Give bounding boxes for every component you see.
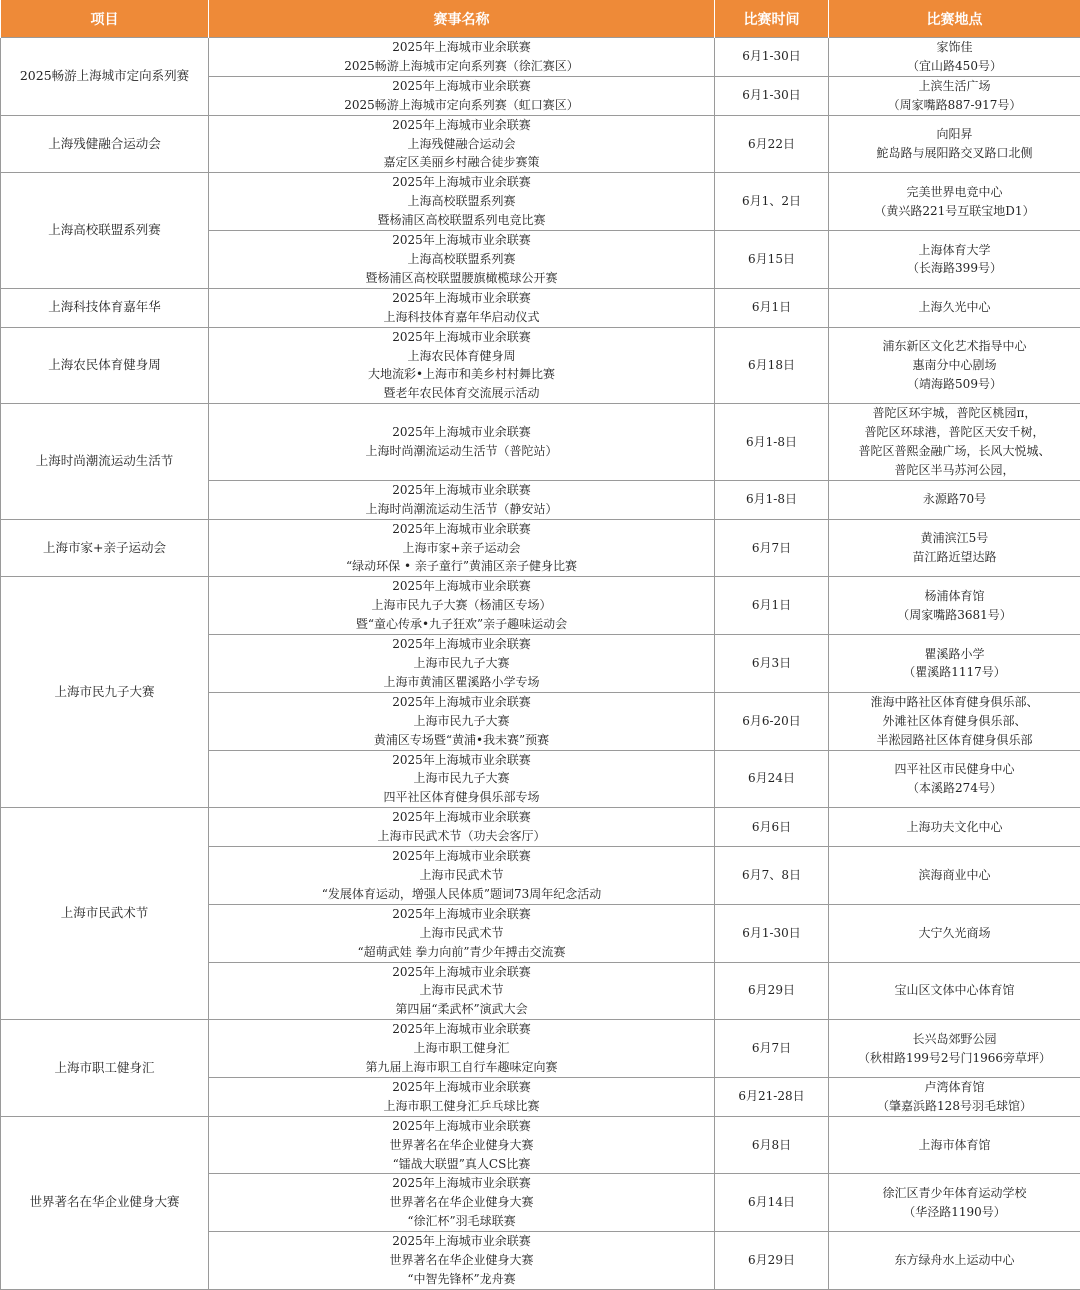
time-cell: 6月7日 xyxy=(715,519,829,577)
project-cell: 上海市民九子大赛 xyxy=(1,577,209,808)
table-row xyxy=(1,288,1080,327)
location-cell: 向阳昇 鮀岛路与展阳路交叉路口北侧 xyxy=(829,115,1080,173)
location-cell: 永源路70号 xyxy=(829,480,1080,519)
event-name-cell: 2025年上海城市业余联赛 上海市民武术节（功夫会客厅） xyxy=(209,808,715,847)
table-row xyxy=(1,38,1080,77)
event-name-cell: 2025年上海城市业余联赛 上海高校联盟系列赛 暨杨浦区高校联盟腰旗橄榄球公开赛 xyxy=(209,231,715,289)
location-cell: 上滨生活广场 （周家嘴路887-917号） xyxy=(829,76,1080,115)
location-cell: 卢湾体育馆 （肇嘉浜路128号羽毛球馆） xyxy=(829,1077,1080,1116)
time-cell: 6月18日 xyxy=(715,327,829,404)
event-name-cell: 2025年上海城市业余联赛 上海农民体育健身周 大地流彩•上海市和美乡村村舞比赛 暨老年农民体育交流展示活动 xyxy=(209,327,715,404)
time-cell: 6月7日 xyxy=(715,1020,829,1078)
project-cell: 2025畅游上海城市定向系列赛 xyxy=(1,38,209,116)
table-row xyxy=(1,327,1080,404)
project-cell: 世界著名在华企业健身大赛 xyxy=(1,1116,209,1289)
project-cell: 上海市民武术节 xyxy=(1,808,209,1020)
location-cell: 滨海商业中心 xyxy=(829,847,1080,905)
event-name-cell: 2025年上海城市业余联赛 上海市职工健身汇乒乓球比赛 xyxy=(209,1077,715,1116)
event-name-cell: 2025年上海城市业余联赛 上海市民九子大赛 黄浦区专场暨“黄浦•我未赛”预赛 xyxy=(209,692,715,750)
time-cell: 6月1-8日 xyxy=(715,480,829,519)
location-cell: 浦东新区文化艺术指导中心 惠南分中心剧场 （靖海路509号） xyxy=(829,327,1080,404)
event-name-cell: 2025年上海城市业余联赛 上海市民九子大赛（杨浦区专场） 暨“童心传承•九子狂欢”亲子趣味运动会 xyxy=(209,577,715,635)
time-cell: 6月1-8日 xyxy=(715,404,829,481)
location-cell: 淮海中路社区体育健身俱乐部、 外滩社区体育健身俱乐部、 半淞园路社区体育健身俱乐部 xyxy=(829,692,1080,750)
table-row xyxy=(1,1116,1080,1174)
event-name-cell: 2025年上海城市业余联赛 上海时尚潮流运动生活节（普陀站） xyxy=(209,404,715,481)
event-name-cell: 2025年上海城市业余联赛 2025畅游上海城市定向系列赛（虹口赛区） xyxy=(209,76,715,115)
time-cell: 6月21-28日 xyxy=(715,1077,829,1116)
location-cell: 徐汇区青少年体育运动学校 （华泾路1190号） xyxy=(829,1174,1080,1232)
event-name-cell: 2025年上海城市业余联赛 上海市民九子大赛 上海市黄浦区瞿溪路小学专场 xyxy=(209,635,715,693)
project-cell: 上海市家+亲子运动会 xyxy=(1,519,209,577)
time-cell: 6月1日 xyxy=(715,577,829,635)
location-cell: 上海体育大学 （长海路399号） xyxy=(829,231,1080,289)
table-row xyxy=(1,115,1080,173)
time-cell: 6月3日 xyxy=(715,635,829,693)
location-cell: 普陀区环宇城，普陀区桃园π， 普陀区环球港，普陀区天安千树， 普陀区普熙金融广场，长风大悦城、 普陀区半马苏河公园， xyxy=(829,404,1080,481)
event-name-cell: 2025年上海城市业余联赛 上海市家+亲子运动会 “绿动环保 • 亲子童行”黄浦区亲子健身比赛 xyxy=(209,519,715,577)
event-name-cell: 2025年上海城市业余联赛 上海市民武术节 “发展体育运动，增强人民体质”题词73周年纪念活动 xyxy=(209,847,715,905)
event-name-cell: 2025年上海城市业余联赛 上海高校联盟系列赛 暨杨浦区高校联盟系列电竞比赛 xyxy=(209,173,715,231)
location-cell: 长兴岛郊野公园 （秋柑路199号2号门1966旁草坪） xyxy=(829,1020,1080,1078)
time-cell: 6月15日 xyxy=(715,231,829,289)
table-body xyxy=(1,38,1080,1290)
location-cell: 黄浦滨江5号 苗江路近望达路 xyxy=(829,519,1080,577)
header-time: 比赛时间 xyxy=(715,0,829,38)
time-cell: 6月1日 xyxy=(715,288,829,327)
header-event-name: 赛事名称 xyxy=(209,0,715,38)
time-cell: 6月29日 xyxy=(715,962,829,1020)
table-row xyxy=(1,404,1080,481)
time-cell: 6月14日 xyxy=(715,1174,829,1232)
project-cell: 上海科技体育嘉年华 xyxy=(1,288,209,327)
table-row xyxy=(1,519,1080,577)
event-name-cell: 2025年上海城市业余联赛 世界著名在华企业健身大赛 “中智先锋杯”龙舟赛 xyxy=(209,1232,715,1290)
location-cell: 上海市体育馆 xyxy=(829,1116,1080,1174)
time-cell: 6月8日 xyxy=(715,1116,829,1174)
time-cell: 6月22日 xyxy=(715,115,829,173)
location-cell: 大宁久光商场 xyxy=(829,904,1080,962)
event-name-cell: 2025年上海城市业余联赛 世界著名在华企业健身大赛 “镭战大联盟”真人CS比赛 xyxy=(209,1116,715,1174)
header-project: 项目 xyxy=(1,0,209,38)
time-cell: 6月6日 xyxy=(715,808,829,847)
event-name-cell: 2025年上海城市业余联赛 上海市职工健身汇 第九届上海市职工自行车趣味定向赛 xyxy=(209,1020,715,1078)
location-cell: 家饰佳 （宜山路450号） xyxy=(829,38,1080,77)
project-cell: 上海市职工健身汇 xyxy=(1,1020,209,1117)
project-cell: 上海农民体育健身周 xyxy=(1,327,209,404)
location-cell: 上海功夫文化中心 xyxy=(829,808,1080,847)
event-name-cell: 2025年上海城市业余联赛 上海时尚潮流运动生活节（静安站） xyxy=(209,480,715,519)
event-name-cell: 2025年上海城市业余联赛 上海残健融合运动会 嘉定区美丽乡村融合徒步赛策 xyxy=(209,115,715,173)
header-row xyxy=(1,0,1080,38)
time-cell: 6月1-30日 xyxy=(715,38,829,77)
table-row xyxy=(1,808,1080,847)
project-cell: 上海时尚潮流运动生活节 xyxy=(1,404,209,519)
location-cell: 瞿溪路小学 （瞿溪路1117号） xyxy=(829,635,1080,693)
time-cell: 6月29日 xyxy=(715,1232,829,1290)
table-row xyxy=(1,577,1080,635)
location-cell: 东方绿舟水上运动中心 xyxy=(829,1232,1080,1290)
project-cell: 上海残健融合运动会 xyxy=(1,115,209,173)
time-cell: 6月7、8日 xyxy=(715,847,829,905)
time-cell: 6月6-20日 xyxy=(715,692,829,750)
location-cell: 完美世界电竞中心 （黄兴路221号互联宝地D1） xyxy=(829,173,1080,231)
table-row xyxy=(1,1020,1080,1078)
location-cell: 宝山区文体中心体育馆 xyxy=(829,962,1080,1020)
location-cell: 上海久光中心 xyxy=(829,288,1080,327)
time-cell: 6月1-30日 xyxy=(715,76,829,115)
time-cell: 6月1-30日 xyxy=(715,904,829,962)
time-cell: 6月1、2日 xyxy=(715,173,829,231)
header-location: 比赛地点 xyxy=(829,0,1080,38)
project-cell: 上海高校联盟系列赛 xyxy=(1,173,209,288)
location-cell: 四平社区市民健身中心 （本溪路274号） xyxy=(829,750,1080,808)
event-name-cell: 2025年上海城市业余联赛 上海市民九子大赛 四平社区体育健身俱乐部专场 xyxy=(209,750,715,808)
event-name-cell: 2025年上海城市业余联赛 上海市民武术节 第四届“柔武杯”演武大会 xyxy=(209,962,715,1020)
time-cell: 6月24日 xyxy=(715,750,829,808)
event-name-cell: 2025年上海城市业余联赛 上海科技体育嘉年华启动仪式 xyxy=(209,288,715,327)
event-name-cell: 2025年上海城市业余联赛 世界著名在华企业健身大赛 “徐汇杯”羽毛球联赛 xyxy=(209,1174,715,1232)
table-row xyxy=(1,173,1080,231)
location-cell: 杨浦体育馆 （周家嘴路3681号） xyxy=(829,577,1080,635)
event-name-cell: 2025年上海城市业余联赛 上海市民武术节 “超萌武娃 拳力向前”青少年搏击交流赛 xyxy=(209,904,715,962)
event-name-cell: 2025年上海城市业余联赛 2025畅游上海城市定向系列赛（徐汇赛区） xyxy=(209,38,715,77)
